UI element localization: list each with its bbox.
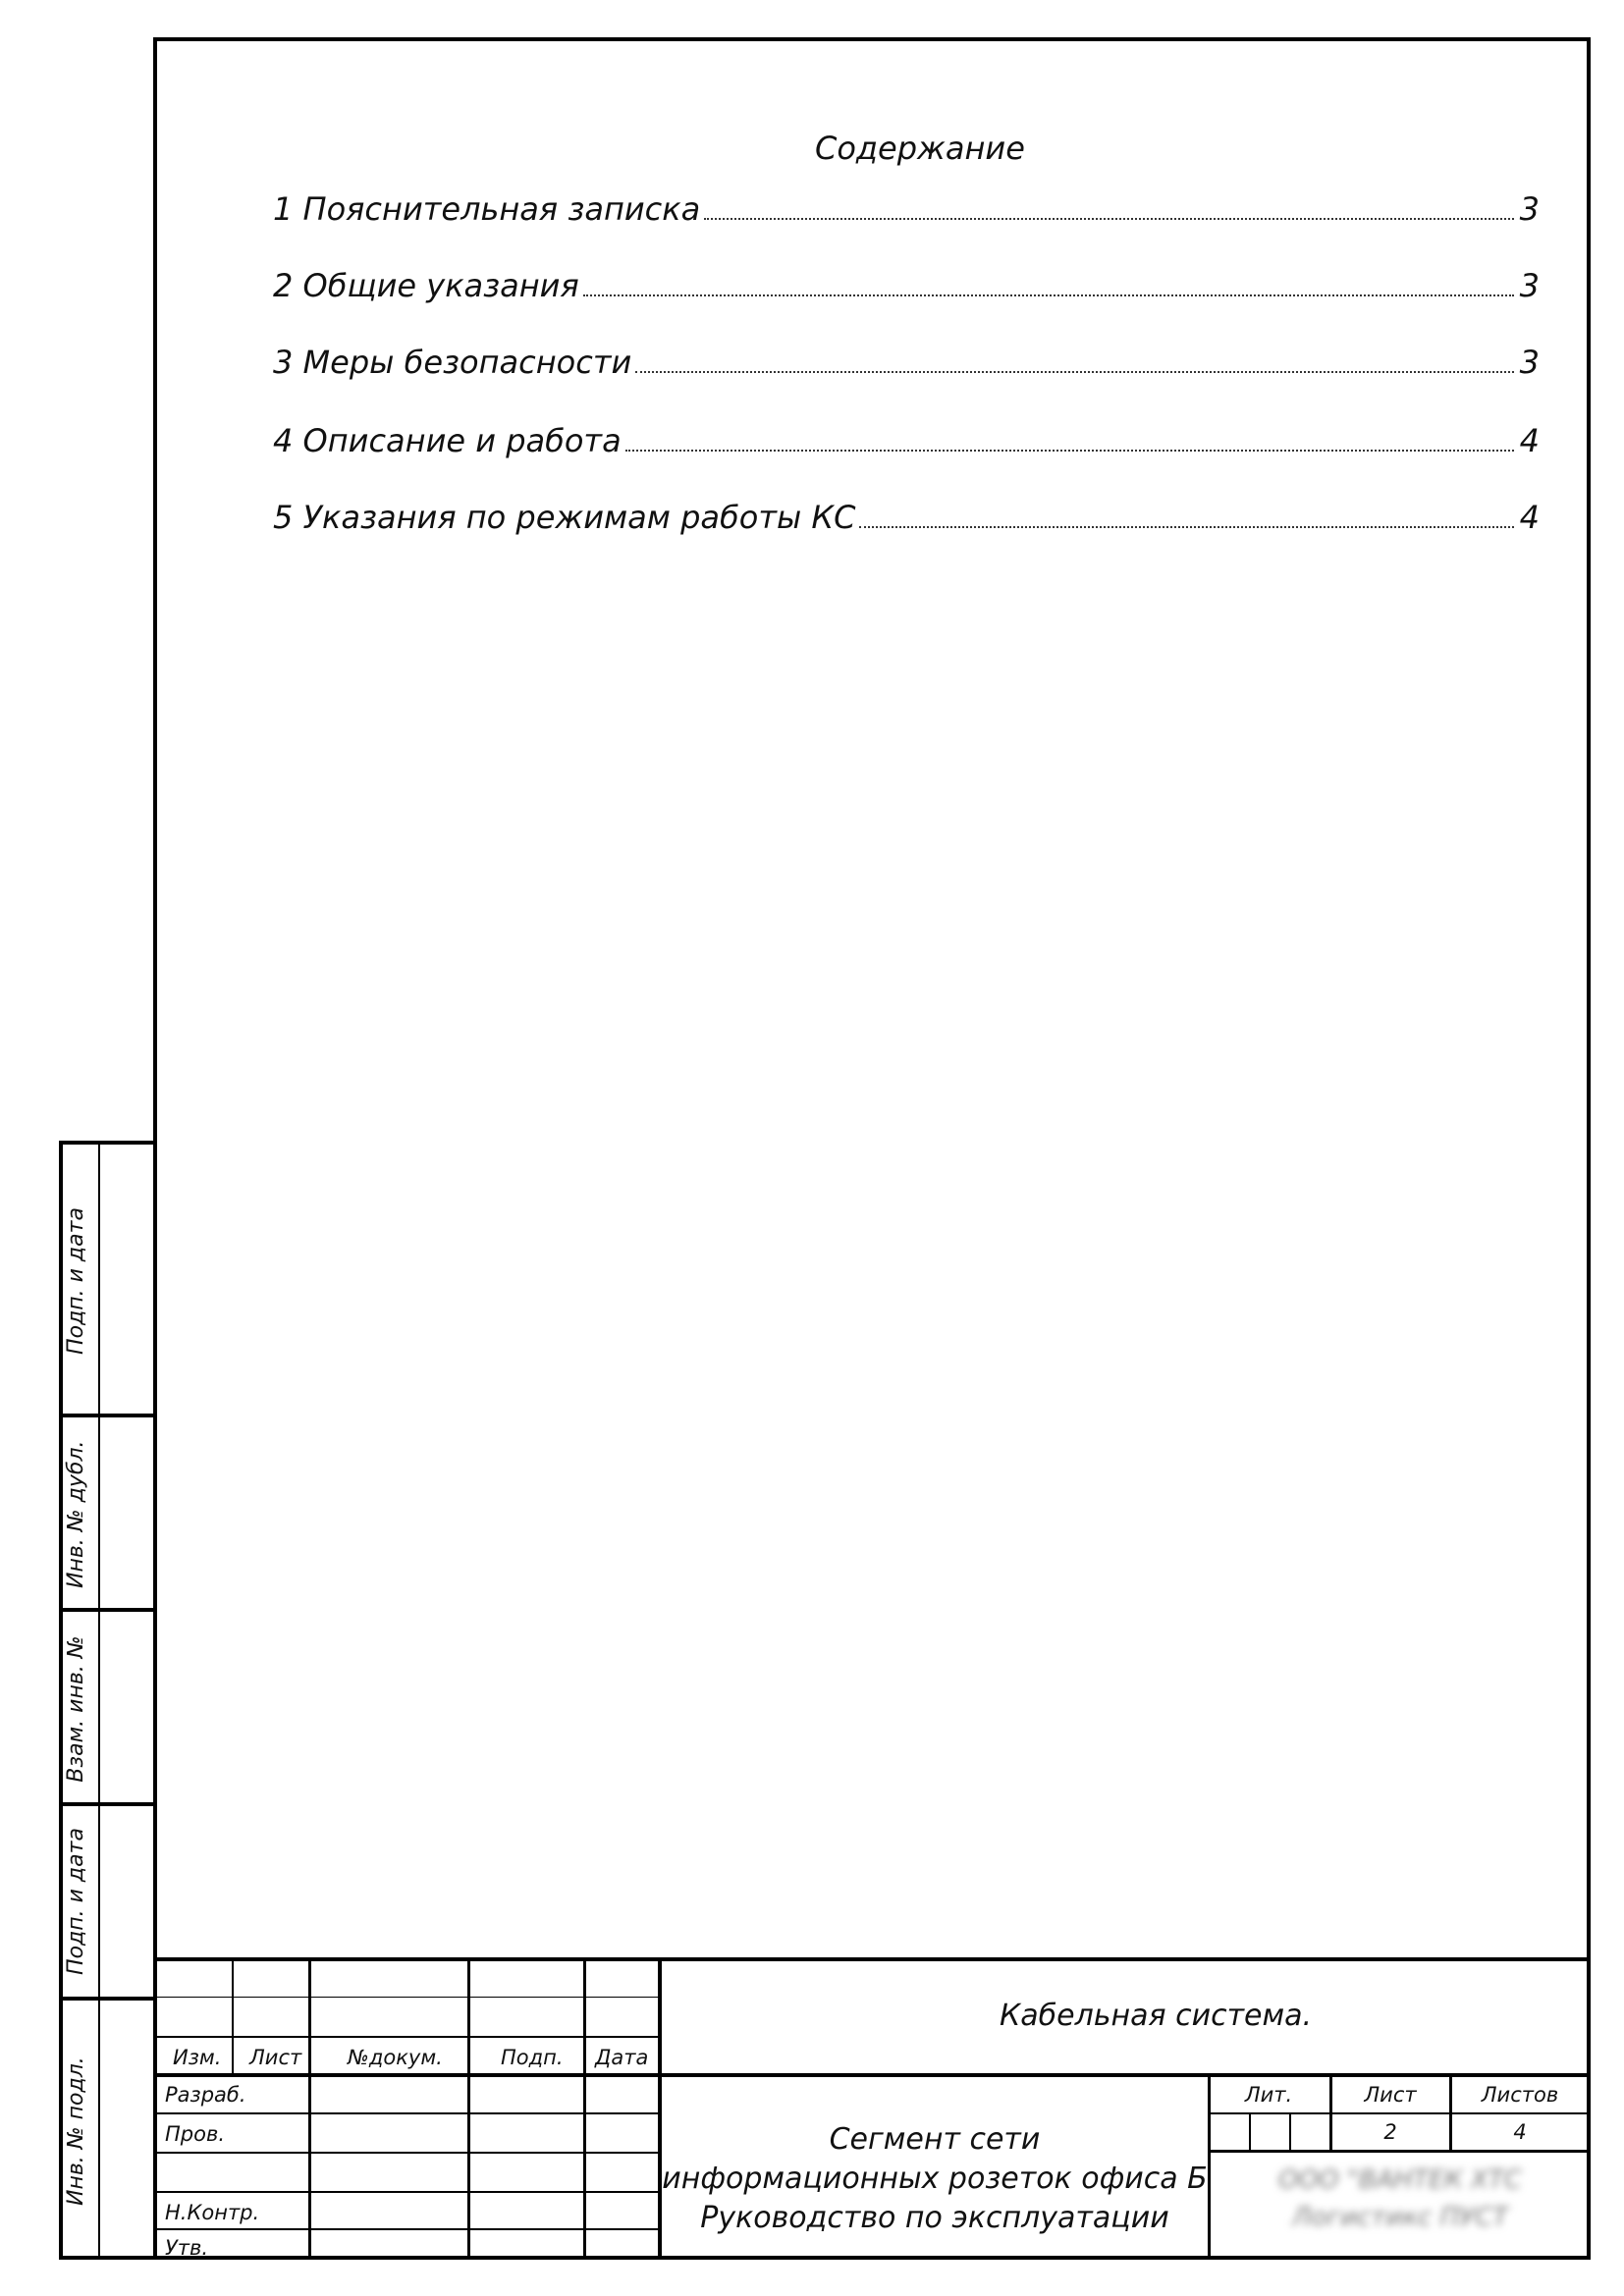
- toc-item-page: 3: [1519, 267, 1540, 304]
- sheet-value: 2: [1383, 2120, 1397, 2144]
- toc-leader: [704, 218, 1513, 220]
- description-line-2: информационных розеток офиса Б: [662, 2162, 1208, 2196]
- side-label-repl-inv: Взам. инв. №: [64, 1635, 88, 1783]
- side-label-orig-inv: Инв. № подл.: [64, 2056, 88, 2206]
- sheets-label: Листов: [1481, 2083, 1559, 2107]
- organization-line-2: Логистикс ПУСТ: [1291, 2203, 1509, 2232]
- header-data: Дата: [595, 2046, 649, 2069]
- role-checker: Пров.: [165, 2122, 226, 2146]
- header-izm: Изм.: [173, 2046, 222, 2069]
- toc-item: [273, 420, 1540, 459]
- document-title: Кабельная система.: [1000, 1999, 1313, 2033]
- side-label-dup-inv: Инв. № дубл.: [64, 1440, 88, 1588]
- toc-item: [273, 497, 1540, 536]
- header-ndokum: №докум.: [348, 2046, 443, 2069]
- title-block: [155, 1957, 1589, 2258]
- header-list: Лист: [249, 2046, 302, 2069]
- side-label-sign-date: Подп. и дата: [64, 1207, 88, 1355]
- toc-item: [273, 342, 1540, 381]
- toc-leader: [625, 450, 1514, 452]
- description-line-3: Руководство по эксплуатации: [700, 2201, 1169, 2235]
- toc-item-text: 2 Общие указания: [273, 267, 579, 304]
- toc-item-text: 4 Описание и работа: [273, 422, 622, 459]
- sheets-value: 4: [1513, 2120, 1527, 2144]
- toc-item-page: 4: [1519, 422, 1540, 459]
- organization-line-1: ООО "ВАНТЕК ХТС: [1278, 2165, 1522, 2195]
- description-line-1: Сегмент сети: [829, 2122, 1041, 2157]
- toc-item-page: 3: [1519, 344, 1540, 381]
- toc-item-text: 1 Пояснительная записка: [273, 190, 701, 228]
- toc-item: [273, 188, 1540, 228]
- role-developer: Разраб.: [165, 2083, 246, 2107]
- toc-item-text: 5 Указания по режимам работы КС: [273, 499, 856, 536]
- toc-leader: [635, 371, 1513, 373]
- toc-item-text: 3 Меры безопасности: [273, 344, 632, 381]
- sheet-label: Лист: [1364, 2083, 1417, 2107]
- toc-item-page: 4: [1519, 499, 1540, 536]
- lit-label: Лит.: [1244, 2083, 1293, 2107]
- side-label-sign-date-2: Подп. и дата: [64, 1828, 88, 1975]
- toc-title: Содержание: [815, 130, 1025, 167]
- header-podp: Подп.: [501, 2046, 564, 2069]
- role-approver: Утв.: [165, 2236, 209, 2260]
- toc-item: [273, 265, 1540, 304]
- toc-item-page: 3: [1519, 190, 1540, 228]
- role-norm-control: Н.Контр.: [165, 2201, 260, 2224]
- toc-leader: [583, 294, 1514, 296]
- side-strip: [59, 1141, 153, 2260]
- toc-leader: [859, 526, 1513, 528]
